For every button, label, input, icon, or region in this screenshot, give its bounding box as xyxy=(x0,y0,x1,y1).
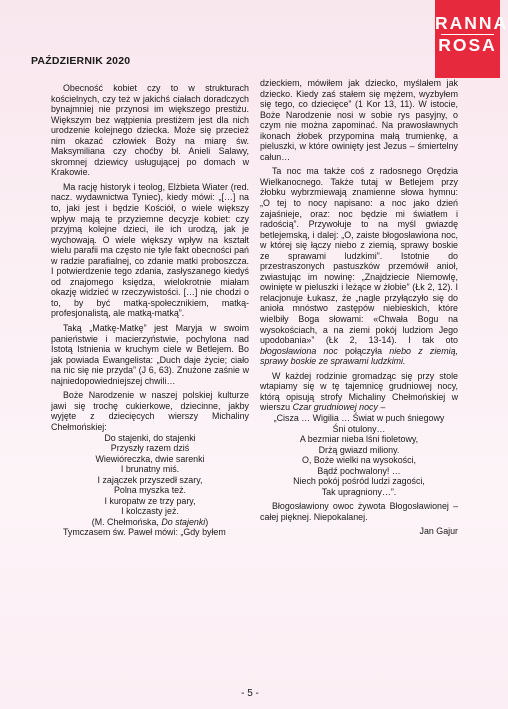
paragraph: Ta noc ma także coś z radosnego Orędzia Wielkanocnego. Także tutaj w Betlejem przy żłobku wybrzmiewają znamienne słowa hymnu: „O tej to nocy napisano: a noc jako dzień zajaśnieje, oraz: noc będzie mi światłem i radością”. Przywołuje to na myśl gwiazdę betlejemską, i dalej: „O, zaiste błogosławiona noc, w której się łączy niebo z ziemią, sprawy boskie ze sprawami ludzkimi”. Istotnie do przestraszonych pastuszków przemówił anioł, zwiastując im nowinę: „Znajdziecie Niemowlę, owinięte w pieluszki i leżące w żłobie” (Łk 2, 12). I relacjonuje Łukasz, że „nagle przyłączyło się do anioła mnóstwo zastępów niebieskich, które wielbiły Boga słowami: «Chwała Bogu na wysokościach, a na ziemi pokój ludziom Jego upodobania»” (Łk 2, 13-14). I tak oto błogosławiona noc połączyła niebo z ziemią, sprawy boskie ze sprawami ludzkimi. xyxy=(260,166,458,367)
poem-line: I kolczasty jeż. xyxy=(121,506,179,517)
paragraph: Taką „Matkę-Matkę” jest Maryja w swoim panieństwie i macierzyństwie, pochylona nad Istotą Istnienia w kruchym ciele w Betlejem. Bo jak powiada Ewangelista: „Duch daje życie; ciało na nic się nie przyda” (J 6, 63). Znużone zaśnie w najniedopowiedniejszej chwili… xyxy=(51,323,249,386)
poem-line: O, Boże wielki na wysokości, xyxy=(302,455,416,466)
poem-do-stajenki xyxy=(51,433,249,528)
paragraph: W każdej rodzinie gromadząc się przy stole wtapiamy się w tę tajemnicę grudniowej nocy, którą opisują strofy Michaliny Chełmońskiej w wierszu Czar grudniowej nocy – xyxy=(260,370,458,413)
poem-line: I kuropatw ze trzy pary, xyxy=(104,495,196,506)
right-column xyxy=(260,78,458,537)
poem-line: „Cisza … Wigilia … Świat w puch śniegowy xyxy=(273,412,445,423)
poem-line: Śni otulony… xyxy=(332,423,386,434)
paragraph: Obecność kobiet czy to w strukturach kościelnych, czy też w jakichś ciałach doradczych bynajmniej nie przynosi im większego prestiżu. Większym bez wątpienia prestiżem jest dla nich urodzenie kolejnego dziecka. Może się przecież nim okazać człowiek Boży na miarę św. Maksymiliana czy choćby bł. Anieli Salawy, skromnej dziewicy usługującej po domach w Krakowie. xyxy=(51,83,249,178)
poem-line: Wiewióreczka, dwie sarenki xyxy=(95,453,205,464)
poem-line: Przyszły razem dziś xyxy=(110,443,190,454)
poem-line: Drżą gwiazd miliony. xyxy=(318,444,400,455)
magazine-logo xyxy=(435,0,508,78)
paragraph: Tymczasem św. Paweł mówi: „Gdy byłem xyxy=(63,527,226,538)
poem-credit: (M. Chełmońska, Do stajenki) xyxy=(91,516,209,527)
poem-line: A bezmiar nieba lśni fioletowy, xyxy=(299,434,419,445)
poem-line: I brunatny miś. xyxy=(120,464,180,475)
logo-line-2: ROSA xyxy=(438,35,497,55)
poem-line: Bądź pochwalony! … xyxy=(317,465,401,476)
poem-line: Tak upragniony…”. xyxy=(321,486,397,497)
poem-line: Niech pokój pośród ludzi zagości, xyxy=(293,476,425,487)
logo-line-1: RANNA xyxy=(435,13,508,33)
author-signature: Jan Gajur xyxy=(419,526,458,537)
paragraph: Boże Narodzenie w naszej polskiej kulturze jawi się trochę cukierkowe, dziecinne, jakby wyjęte z dziecięcych wierszy Michaliny Chełmońskiej: xyxy=(51,390,249,432)
left-column xyxy=(51,83,249,538)
poem-czar-grudniowej-nocy xyxy=(260,413,458,497)
paragraph: Ma rację historyk i teolog, Elżbieta Wiater (red. nacz. wydawnictwa Tyniec), kiedy mówi: „[…] na to, jaki jest i będzie Kościół, o wiele większy wpływ mają te przyziemne decyzje kobiet: czy przyjmą kolejne dzieci, ile ich urodzą, jak je wychowają. O wiele większy wpływ na kształt wielu parafii ma często nie tyle fakt obecności pań w radzie parafialnej, co zdanie matki proboszcza. I potwierdzenie tego zdania, zasłyszanego kiedyś od znajomego księdza, wielokrotnie miałam okazję widzieć w rzeczywistości. […] nie chodzi o to, by być matką-społecznikiem, matką-profesjonalistą, ale matką-matką”. xyxy=(51,181,249,319)
issue-date: PAŹDZIERNIK 2020 xyxy=(31,55,131,67)
poem-line: I zajączek przyszedł szary, xyxy=(97,474,203,485)
paragraph: Błogosławiony owoc żywota Błogosławionej – całej pięknej. Niepokalanej. xyxy=(260,501,458,522)
paragraph: dzieckiem, mówiłem jak dziecko, myślałem jak dziecko. Kiedy zaś stałem się mężem, wyzbyłem się tego, co dziecięce” (1 Kor 13, 11). W istocie, Boże Narodzenie nosi w sobie rys pasyjny, o czym nie można zapominać. Na prawosławnych ikonach żłobek przypomina małą trumienkę, a pieluszki, w które owinięty jest Jezus – śmiertelny całun… xyxy=(260,78,458,162)
poem-line: Polna myszka też. xyxy=(113,485,186,496)
page-number: - 5 - xyxy=(241,688,259,699)
poem-line: Do stajenki, do stajenki xyxy=(104,432,196,443)
